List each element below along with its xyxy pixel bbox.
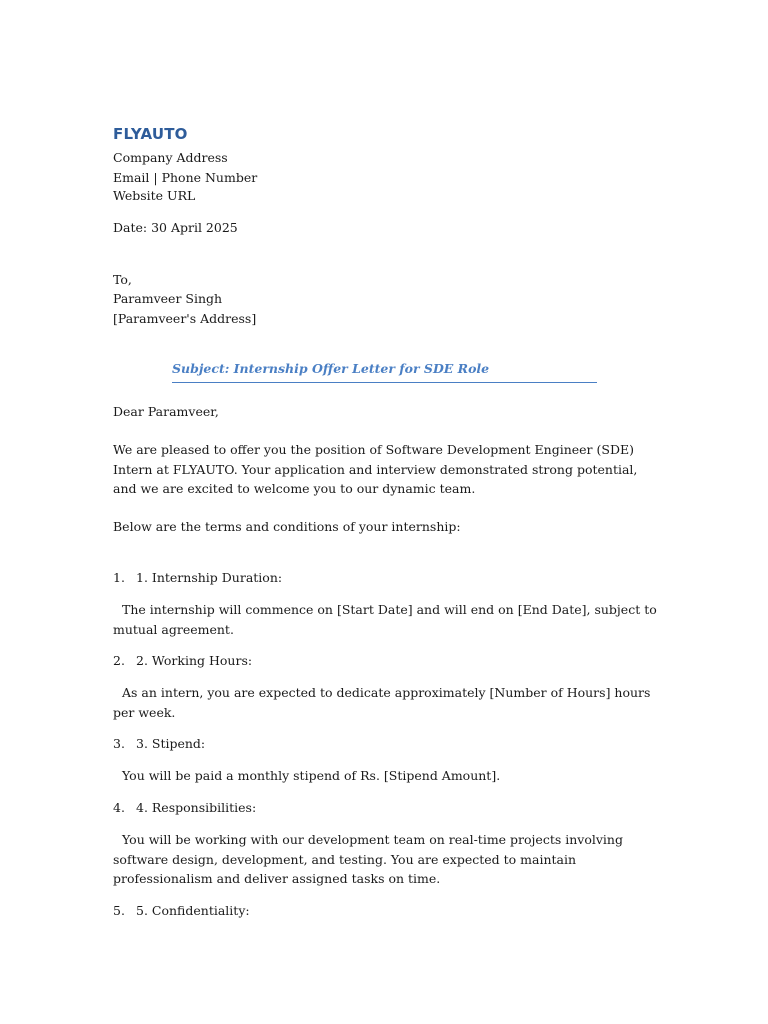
recipient-to: To, xyxy=(113,272,132,287)
list-number: 1. xyxy=(113,570,125,585)
term-title: 5. Confidentiality: xyxy=(136,903,250,918)
letter-subject: Subject: Internship Offer Letter for SDE Role xyxy=(172,359,597,383)
term-body-text: You will be working with our development team on real-time projects involving software design, development, and testing. You are expected to maintain professionalism and deliver assigned tasks on time. xyxy=(113,832,623,886)
term-body-text: The internship will commence on [Start Date] and will end on [End Date], subject to mutual agreement. xyxy=(113,602,657,637)
term-body xyxy=(113,600,658,639)
term-heading xyxy=(113,568,282,588)
company-contact: Email | Phone Number xyxy=(113,169,258,185)
term-body xyxy=(113,683,658,722)
terms-intro: Below are the terms and conditions of your internship: xyxy=(113,519,461,534)
term-title: 1. Internship Duration: xyxy=(136,570,283,585)
recipient-address: [Paramveer's Address] xyxy=(113,310,257,326)
term-body xyxy=(113,830,658,889)
term-body-text: You will be paid a monthly stipend of Rs. [Stipend Amount]. xyxy=(122,768,501,783)
list-number: 4. xyxy=(113,800,125,815)
recipient-name: Paramveer Singh xyxy=(113,291,223,306)
term-heading xyxy=(113,734,205,754)
intro-paragraph: We are pleased to offer you the position of Software Development Engineer (SDE) Intern at FLYAUTO. Your application and interview demonstrated strong potential, and we are excited to welcome you to our dynamic team. xyxy=(113,442,638,496)
letter-date: Date: 30 April 2025 xyxy=(113,220,238,235)
company-name: FLYAUTO xyxy=(113,125,188,143)
company-website: Website URL xyxy=(113,188,196,203)
salutation: Dear Paramveer, xyxy=(113,404,219,419)
list-number: 3. xyxy=(113,736,125,751)
company-address: Company Address xyxy=(113,150,228,165)
term-body xyxy=(113,766,658,786)
term-heading xyxy=(113,901,250,921)
term-body-text: As an intern, you are expected to dedicate approximately [Number of Hours] hours per week. xyxy=(113,685,651,720)
term-heading xyxy=(113,798,256,818)
term-title: 2. Working Hours: xyxy=(136,653,253,668)
list-number: 2. xyxy=(113,653,125,668)
term-title: 3. Stipend: xyxy=(136,736,206,751)
list-number: 5. xyxy=(113,903,125,918)
term-heading xyxy=(113,651,252,671)
term-title: 4. Responsibilities: xyxy=(136,800,257,815)
